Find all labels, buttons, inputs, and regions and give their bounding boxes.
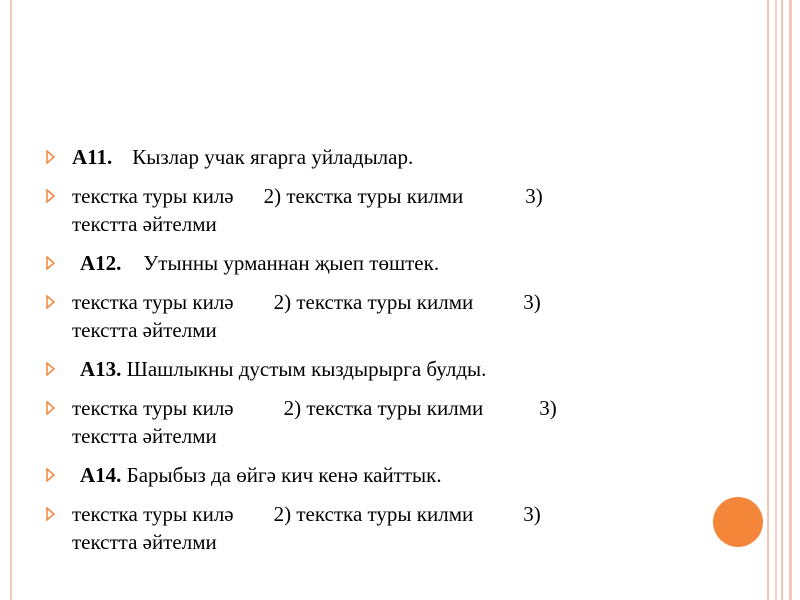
arrow-bullet-icon: [46, 362, 56, 376]
option-2: 2) текстка туры килми: [283, 396, 484, 420]
question-text: Шашлыкны дустым кыздырырга булды.: [126, 357, 487, 381]
option-3-text: текстта әйтелми: [72, 212, 217, 236]
decorative-stripe: [789, 0, 792, 600]
decorative-stripe: [775, 0, 777, 600]
decorative-stripe: [10, 0, 12, 600]
question-text: Утынны урманнан җыеп төштек.: [143, 251, 440, 275]
question-number: А14.: [80, 463, 122, 487]
answer-options: [46, 394, 706, 450]
answer-options: [46, 288, 706, 344]
option-3-number: 3): [539, 396, 557, 420]
option-1: текстка туры килә: [72, 502, 234, 526]
question-text: Кызлар учак ягарга уйладылар.: [132, 145, 414, 169]
option-3-number: 3): [523, 502, 541, 526]
question-number: А13.: [80, 357, 122, 381]
option-3-text: текстта әйтелми: [72, 530, 217, 554]
decorative-circle: [713, 497, 763, 547]
decorative-stripe: [781, 0, 783, 600]
question-item: [46, 355, 706, 383]
arrow-bullet-icon: [46, 150, 56, 164]
option-3-text: текстта әйтелми: [72, 318, 217, 342]
arrow-bullet-icon: [46, 256, 56, 270]
option-2: 2) текстка туры килми: [263, 184, 464, 208]
option-2: 2) текстка туры килми: [273, 290, 474, 314]
option-1: текстка туры килә: [72, 290, 234, 314]
option-1: текстка туры килә: [72, 184, 234, 208]
option-3-number: 3): [523, 290, 541, 314]
question-text: Барыбыз да өйгә кич кенә кайттык.: [126, 463, 442, 487]
decorative-stripe: [767, 0, 769, 600]
arrow-bullet-icon: [46, 189, 56, 203]
arrow-bullet-icon: [46, 295, 56, 309]
question-item: [46, 143, 706, 171]
question-list: [46, 143, 706, 567]
answer-options: [46, 500, 706, 556]
answer-options: [46, 182, 706, 238]
arrow-bullet-icon: [46, 401, 56, 415]
option-2: 2) текстка туры килми: [273, 502, 474, 526]
question-number: А11.: [72, 145, 113, 169]
option-3-text: текстта әйтелми: [72, 424, 217, 448]
option-1: текстка туры килә: [72, 396, 234, 420]
question-item: [46, 461, 706, 489]
option-3-number: 3): [525, 184, 543, 208]
question-number: А12.: [80, 251, 122, 275]
arrow-bullet-icon: [46, 468, 56, 482]
question-item: [46, 249, 706, 277]
arrow-bullet-icon: [46, 507, 56, 521]
